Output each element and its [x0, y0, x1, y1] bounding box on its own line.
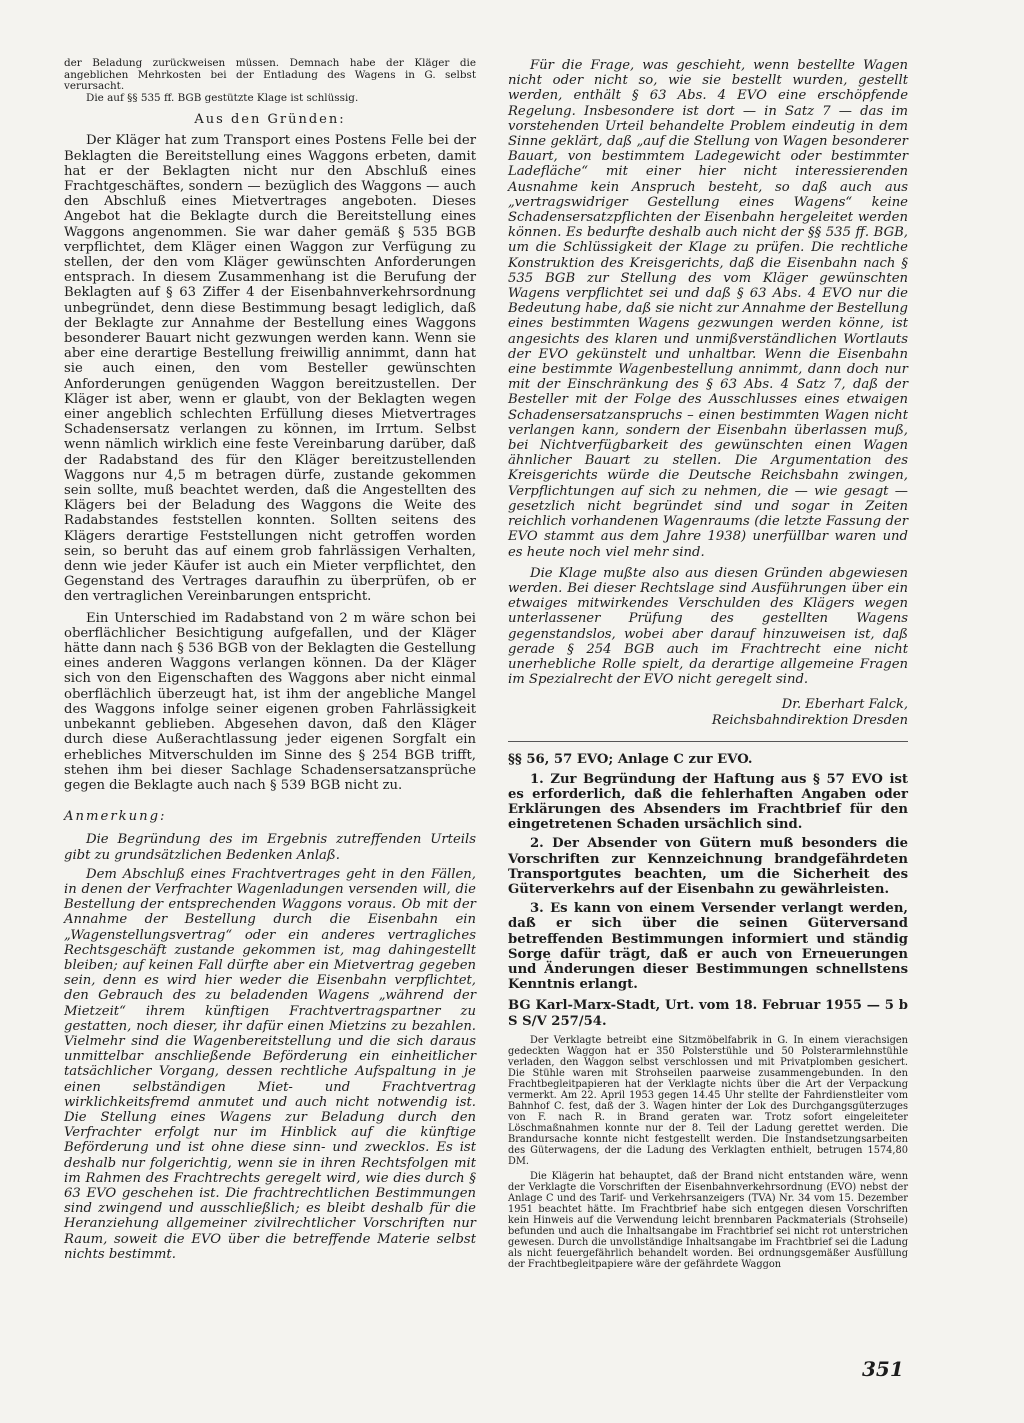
note-paragraph: Die Begründung des im Ergebnis zutreffenden Urteils gibt zu grundsätzlichen Bedenken Anlaß. — [64, 832, 476, 863]
intro-paragraph: Die auf §§ 535 ff. BGB gestützte Klage ist schlüssig. — [86, 91, 359, 104]
reasons-heading: Aus den Gründen: — [194, 112, 346, 128]
court-citation: BG Karl-Marx-Stadt, Urt. vom 18. Februar 1955 — 5 b S S/V 257/54. — [508, 998, 908, 1029]
right-column — [508, 58, 908, 1270]
note-paragraph: Für die Frage, was geschieht, wenn bestellte Wagen nicht oder nicht so, wie sie bestellt wurden, gestellt werden, enthält § 63 Abs. 4 EVO eine erschöpfende Regelung. Insbesondere ist dort — in Satz 7 — das im vorstehenden Urteil behandelte Problem eindeutig in dem Sinne geklärt, daß „auf die Stellung von Wagen besonderer Bauart, von bestimmtem Ladegewicht oder bestimmter Ladefläche“ mit einer hier nicht interessierenden Ausnahme kein Anspruch besteht, so daß auch aus „vertragswidriger Gestellung eines Wagens“ keine Schadensersatzpflichten der Eisenbahn hergeleitet werden können. Es bedurfte deshalb auch nicht der §§ 535 ff. BGB, um die Schlüssigkeit der Klage zu prüfen. Die rechtliche Konstruktion des Kreisgerichts, daß die Eisenbahn nach § 535 BGB zur Stellung des vom Kläger gewünschten Wagens verpflichtet sei und daß § 63 Abs. 4 EVO nur die Bedeutung habe, daß sie nicht zur Annahme der Bestellung eines bestimmten Wagens gezwungen werden könne, ist angesichts des klaren und unmißverständlichen Wortlauts der EVO gekünstelt und unhaltbar. Wenn die Eisenbahn eine bestimmte Wagenbestellung annimmt, dann doch nur mit der Einschränkung des § 63 Abs. 4 Satz 7, daß der Besteller mit der Folge des Ausschlusses eines etwaigen Schadensersatzanspruchs – einen bestimmten Wagen nicht verlangen kann, sondern der Eisenbahn überlassen muß, bei Nichtverfügbarkeit des gewünschten einen Wagen ähnlicher Bauart zu stellen. Die Argumentation des Kreisgerichts würde die Deutsche Reichsbahn zwingen, Verpflichtungen auf sich zu nehmen, die — wie gesagt — gesetzlich nicht begründet sind und sogar in Zeiten reichlich vorhandenen Wagenraums (die letzte Fassung der EVO stammt aus dem Jahre 1938) unerfüllbar waren und es heute noch viel mehr sind. — [508, 58, 908, 560]
headnote: 2. Der Absender von Gütern muß besonders die Vorschriften zur Kennzeichnung brandgefährdeten Transportgutes beachten, um die Sicherheit des Güterverkehrs auf der Eisenbahn zu gewährleisten. — [508, 836, 908, 897]
author-organization: Reichsbahndirektion Dresden — [711, 713, 908, 729]
note-heading: Anmerkung: — [64, 809, 167, 825]
facts-paragraph: Der Verklagte betreibt eine Sitzmöbelfabrik in G. In einem vierachsigen gedeckten Waggon hat er 350 Polsterstühle und 50 Polsterarmlehnstühle verladen, den Waggon selbst verschlossen und mit Privatplomben gesichert. Die Stühle waren mit Strohseilen paarweise zusammengebunden. In den Frachtbegleitpapieren hat der Verklagte nichts über die Art der Verpackung vermerkt. Am 22. April 1953 gegen 14.45 Uhr stellte der Fahrdienstleiter vom Bahnhof C. fest, daß der 3. Wagen hinter der Lok des Durchgangsgüterzuges von F. nach R. in Brand geraten war. Trotz sofort eingeleiteter Löschmaßnahmen konnte nur der 8. Teil der Ladung gerettet werden. Die Brandursache konnte nicht festgestellt werden. Die Instandsetzungsarbeiten des Güterwagens, der die Ladung des Verklagten enthielt, betrugen 1574,80 DM. — [508, 1034, 908, 1167]
note-paragraph: Dem Abschluß eines Frachtvertrages geht in den Fällen, in denen der Verfrachter Wagenladungen versenden will, die Bestellung der entsprechenden Waggons voraus. Ob mit der Annahme der Bestellung durch die Eisenbahn ein „Wagenstellungsvertrag“ oder ein anderes vertragliches Rechtsgeschäft zustande gekommen ist, mag dahingestellt bleiben; auf keinen Fall dürfte aber ein Mietvertrag gegeben sein, denn es wird hier weder die Eisenbahn verpflichtet, den Gebrauch des zu beladenden Wagens „während der Mietzeit“ ihrem künftigen Frachtvertragspartner zu gestatten, noch dieser, ihr dafür einen Mietzins zu bezahlen. Vielmehr sind die Wagenbereitstellung und die sich daraus unmittelbar anschließende Beförderung ein einheitlicher tatsächlicher Vorgang, dessen rechtliche Aufspaltung in je einen selbständigen Miet- und Frachtvertrag wirklichkeitsfremd anmutet und auch nicht notwendig ist. Die Stellung eines Wagens zur Beladung durch den Verfrachter erfolgt nur im Hinblick auf die künftige Beförderung und ist ohne diese sinn- und zwecklos. Es ist deshalb nur folgerichtig, wenn sie in ihren Rechtsfolgen mit im Rahmen des Frachtrechts geregelt wird, wie dies durch § 63 EVO geschehen ist. Die frachtrechtlichen Bestimmungen sind zwingend und ausschließlich; es bleibt deshalb für die Heranziehung allgemeiner zivilrechtlicher Vorschriften nur Raum, soweit die EVO über die betreffende Materie selbst nichts bestimmt. — [64, 866, 476, 1262]
section-title: §§ 56, 57 EVO; Anlage C zur EVO. — [508, 752, 753, 768]
headnote: 1. Zur Begründung der Haftung aus § 57 EVO ist es erforderlich, daß die fehlerhaften Angaben oder Erklärungen des Absenders im Frachtbrief für den eingetretenen Schaden ursächlich sind. — [508, 771, 908, 833]
left-column — [64, 58, 476, 1262]
reasons-paragraph: Der Kläger hat zum Transport eines Postens Felle bei der Beklagten die Bereitstellung eines Waggons erbeten, damit hat er der Beklagten nicht nur den Abschluß eines Frachtgeschäftes, sondern — bezüglich des Waggons — auch den Abschluß eines Mietvertrages angeboten. Dieses Angebot hat die Beklagte durch die Bereitstellung eines Waggons angenommen. Sie war daher gemäß § 535 BGB verpflichtet, dem Kläger einen Waggon zur Verfügung zu stellen, der den vom Kläger gewünschten Anforderungen entsprach. In diesem Zusammenhang ist die Berufung der Beklagten auf § 63 Ziffer 4 der Eisenbahnverkehrsordnung unbegründet, denn diese Bestimmung besagt lediglich, daß der Beklagte zur Annahme der Bestellung eines Waggons besonderer Bauart nicht gezwungen werden kann. Wenn sie aber eine derartige Bestellung freiwillig annimmt, dann hat sie auch einen, den vom Besteller gewünschten Anforderungen genügenden Waggon bereitzustellen. Der Kläger ist aber, wenn er glaubt, von der Beklagten wegen einer angeblich schlechten Erfüllung dieses Mietvertrages Schadensersatz verlangen zu können, im Irrtum. Selbst wenn nämlich wirklich eine feste Vereinbarung darüber, daß der Radabstand des für den Kläger bereitzustellenden Waggons nur 4,5 m betragen dürfe, zustande gekommen sein sollte, muß beachtet werden, daß die Angestellten des Klägers bei der Beladung des Waggons die Weite des Radabstandes feststellen konnten. Sollten seitens des Klägers derartige Feststellungen nicht getroffen worden sein, so beruht das auf einem grob fahrlässigen Verhalten, denn wie jeder Käufer ist auch ein Mieter verpflichtet, den Gegenstand des Vertrages daraufhin zu überprüfen, ob er den vertraglichen Vereinbarungen entspricht. — [64, 133, 476, 605]
facts-paragraph: Die Klägerin hat behauptet, daß der Brand nicht entstanden wäre, wenn der Verklagte die Vorschriften der Eisenbahnverkehrsordnung (EVO) nebst der Anlage C und des Tarif- und Verkehrsanzeigers (TVA) Nr. 34 vom 15. Dezember 1951 beachtet hätte. Im Frachtbrief habe sich entgegen diesen Vorschriften kein Hinweis auf die Verwendung leicht brennbaren Packmaterials (Strohseile) befunden und auch die Inhaltsangabe im Frachtbrief sei nicht rot unterstrichen gewesen. Durch die unvollständige Inhaltsangabe im Frachtbrief sei die Ladung als nicht feuergefährlich behandelt worden. Bei ordnungsgemäßer Ausfüllung der Frachtbegleitpapiere wäre der gefährdete Waggon — [508, 1170, 908, 1270]
section-divider — [508, 741, 908, 742]
headnote: 3. Es kann von einem Versender verlangt werden, daß er sich über die seinen Güterversand betreffenden Bestimmungen informiert und ständig Sorge dafür trägt, daß er auch von Erneuerungen und Änderungen dieser Bestimmungen schnellstens Kenntnis erlangt. — [508, 901, 908, 993]
page-number: 351 — [862, 1357, 904, 1381]
reasons-paragraph: Ein Unterschied im Radabstand von 2 m wäre schon bei oberflächlicher Besichtigung aufgefallen, und der Kläger hätte dann nach § 536 BGB von der Beklagten die Gestellung eines anderen Waggons verlangen können. Da der Kläger sich von den Eigenschaften des Waggons aber nicht einmal oberflächlich überzeugt hat, ist ihm der angebliche Mangel des Waggons infolge seiner eigenen groben Fahrlässigkeit unbekannt geblieben. Abgesehen davon, daß den Kläger durch diese Außerachtlassung jeder eigenen Sorgfalt ein erhebliches Mitverschulden im Sinne des § 254 BGB trifft, stehen ihm bei dieser Sachlage Schadensersatzansprüche gegen die Beklagte auch nach § 539 BGB nicht zu. — [64, 610, 476, 793]
note-paragraph: Die Klage mußte also aus diesen Gründen abgewiesen werden. Bei dieser Rechtslage sind Ausführungen über ein etwaiges mitwirkendes Verschulden des Klägers wegen unterlassener Prüfung des gestellten Wagens gegenstandslos, wobei aber darauf hinzuweisen ist, daß gerade § 254 BGB auch im Frachtrecht eine nicht unerhebliche Rolle spielt, da derartige allgemeine Fragen im Spezialrecht der EVO nicht geregelt sind. — [508, 565, 908, 688]
intro-paragraph: der Beladung zurückweisen müssen. Demnach habe der Kläger die angeblichen Mehrkosten bei der Entladung des Wagens in G. selbst verursacht. — [64, 57, 476, 93]
author-name: Dr. Eberhart Falck, — [781, 697, 908, 713]
